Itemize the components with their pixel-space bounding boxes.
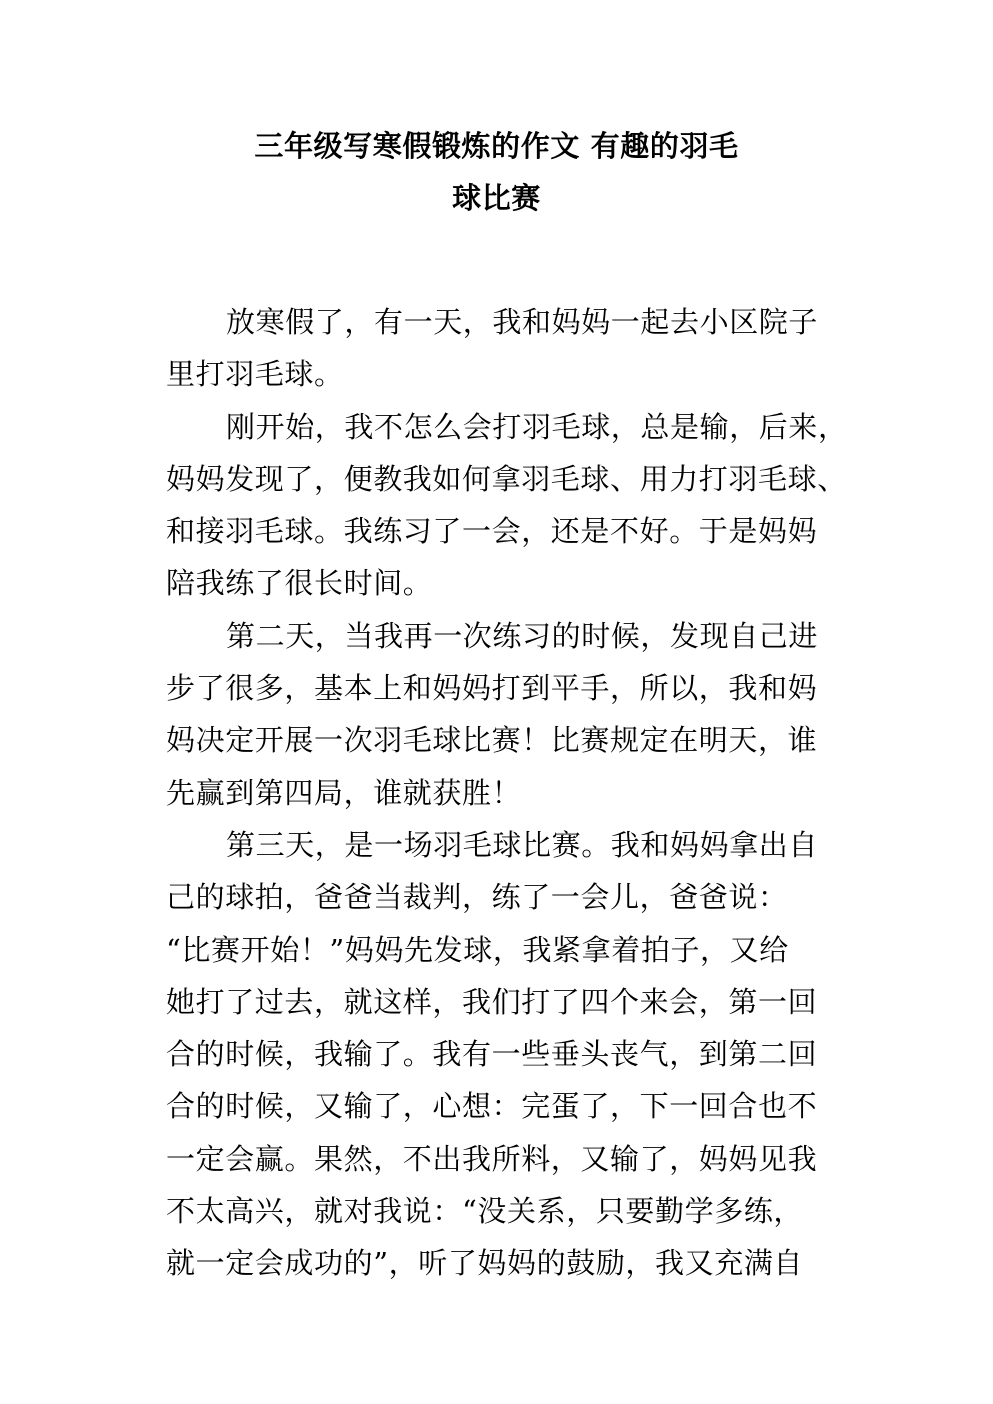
text-line: 先赢到第四局，谁就获胜！	[166, 775, 522, 810]
text-line: 里打羽毛球。	[166, 357, 344, 392]
text-line: 合的时候，我输了。我有一些垂头丧气，到第二回	[166, 1037, 818, 1072]
text-line: 第三天，是一场羽毛球比赛。我和妈妈拿出自	[226, 827, 819, 862]
text-line: 她打了过去，就这样，我们打了四个来会，第一回	[166, 984, 818, 1019]
text-line: 合的时候，又输了，心想：完蛋了，下一回合也不	[166, 1089, 818, 1124]
text-line: 妈决定开展一次羽毛球比赛！比赛规定在明天，谁	[166, 723, 818, 758]
text-line: 妈妈发现了，便教我如何拿羽毛球、用力打羽毛球、	[166, 461, 847, 496]
text-line: 不太高兴，就对我说：“没关系，只要勤学多练，	[166, 1194, 804, 1229]
text-line: 就一定会成功的”，听了妈妈的鼓励，我又充满自	[166, 1246, 804, 1281]
text-line: 第二天，当我再一次练习的时候，发现自己进	[226, 618, 819, 653]
text-line: 步了很多，基本上和妈妈打到平手，所以，我和妈	[166, 671, 818, 706]
text-line: 刚开始，我不怎么会打羽毛球，总是输，后来，	[226, 409, 848, 444]
text-line: 陪我练了很长时间。	[166, 566, 433, 601]
title-line-2: 球比赛	[452, 181, 541, 216]
body-text	[166, 296, 846, 1290]
text-line: 一定会赢。果然，不出我所料，又输了，妈妈见我	[166, 1141, 818, 1176]
text-line: 放寒假了，有一天，我和妈妈一起去小区院子	[226, 305, 819, 339]
text-line: “比赛开始！”妈妈先发球，我紧拿着拍子，又给	[166, 932, 789, 967]
document-title	[160, 120, 833, 225]
title-line-1: 三年级写寒假锻炼的作文 有趣的羽毛	[254, 129, 739, 163]
text-line: 己的球拍，爸爸当裁判，练了一会儿，爸爸说：	[166, 880, 788, 915]
text-line: 和接羽毛球。我练习了一会，还是不好。于是妈妈	[166, 514, 818, 549]
